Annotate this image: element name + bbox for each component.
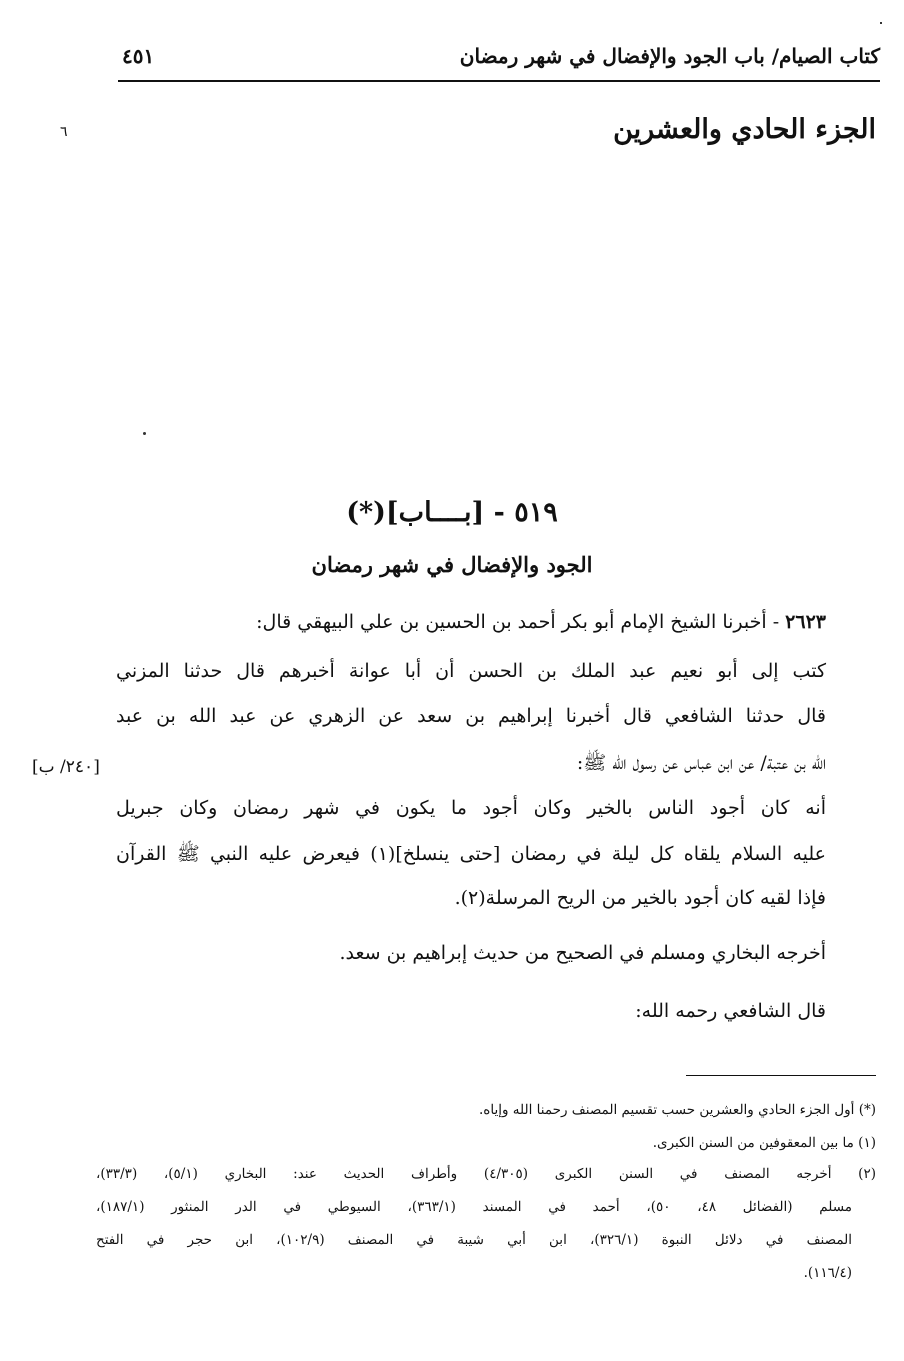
takhrij-line: أخرجه البخاري ومسلم في الصحيح من حديث إبراهيم بن سعد. bbox=[339, 942, 826, 964]
chapter-heading: ٥١٩ - [بــــاب](*) bbox=[346, 497, 558, 528]
hadith-text: - أخبرنا الشيخ الإمام أبو بكر أحمد بن الحسين بن علي البيهقي قال: bbox=[256, 611, 780, 633]
footnote-star: (*) أول الجزء الحادي والعشرين حسب تقسيم المصنف رحمنا الله وإياه. bbox=[478, 1102, 876, 1118]
hadith-line-6: عليه السلام يلقاه كل ليلة في رمضان [حتى ينسلخ](١) فيعرض عليه النبي ﷺ القرآن bbox=[116, 843, 827, 865]
footnote-2-line-4: (١١٦/٤). bbox=[803, 1265, 852, 1281]
header-rule bbox=[118, 80, 880, 82]
footnote-rule bbox=[686, 1075, 876, 1076]
footnote-1: (١) ما بين المعقوفين من السنن الكبرى. bbox=[652, 1135, 876, 1151]
hadith-line-1 bbox=[116, 611, 826, 633]
scan-speck bbox=[143, 432, 146, 435]
corner-mark: ٦ bbox=[60, 124, 68, 140]
footnote-2-line-1: (٢) أخرجه المصنف في السنن الكبرى (٤/٣٠٥) وأطراف الحديث عند: البخاري (٥/١)، (٣٣/٣)، bbox=[96, 1166, 876, 1182]
hadith-line-7: فإذا لقيه كان أجود بالخير من الريح المرسلة(٢). bbox=[454, 887, 826, 909]
hadith-line-5: أنه كان أجود الناس بالخير وكان أجود ما يكون في شهر رمضان وكان جبريل bbox=[116, 797, 826, 819]
part-title: الجزء الحادي والعشرين bbox=[613, 114, 876, 145]
hadith-line-3: قال حدثنا الشافعي قال أخبرنا إبراهيم بن سعد عن الزهري عن عبد الله بن عبد bbox=[116, 705, 826, 727]
running-header bbox=[118, 38, 880, 74]
hadith-line-2: كتب إلى أبو نعيم عبد الملك بن الحسن أن أبا عوانة أخبرهم قال حدثنا المزني bbox=[116, 660, 826, 682]
shafii-line: قال الشافعي رحمه الله: bbox=[635, 1000, 826, 1022]
footnote-2-line-3: المصنف في دلائل النبوة (٣٢٦/١)، ابن أبي شيبة في المصنف (١٠٢/٩)، ابن حجر في الفتح bbox=[96, 1232, 853, 1248]
scan-speck bbox=[880, 22, 882, 24]
margin-reference: [٢٤٠/ ب] bbox=[32, 757, 100, 777]
hadith-number: ٢٦٢٣ bbox=[785, 611, 826, 633]
page-number: ٤٥١ bbox=[122, 44, 155, 68]
chapter-subheading: الجود والإفضال في شهر رمضان bbox=[311, 552, 593, 577]
running-title: كتاب الصيام/ باب الجود والإفضال في شهر رمضان bbox=[459, 44, 880, 68]
hadith-line-4: الله بن عتبة/ عن ابن عباس عن رسول الله ﷺ: bbox=[576, 752, 826, 774]
footnote-2-line-2: مسلم (الفضائل ٤٨، ٥٠)، أحمد في المسند (٣٦٣/١)، السيوطي في الدر المنثور (١٨٧/١)، bbox=[96, 1199, 852, 1215]
